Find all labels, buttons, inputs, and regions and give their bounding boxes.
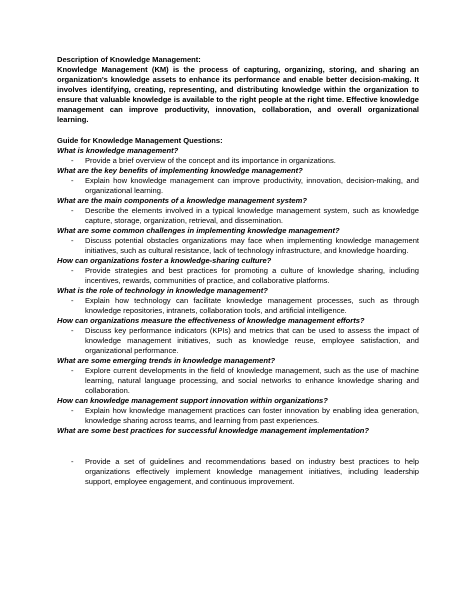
answer-text <box>57 156 419 166</box>
question-text: What are the key benefits of implementing knowledge management? <box>57 166 303 175</box>
answer-text <box>57 366 419 396</box>
answer-text <box>57 236 419 256</box>
question-text: What is knowledge management? <box>57 146 179 155</box>
bullet-dash: - <box>71 296 74 305</box>
answer-text <box>57 326 419 356</box>
qa-item <box>57 356 419 396</box>
qa-item <box>57 286 419 316</box>
answer-body: Explain how knowledge management practices can foster innovation by enabling idea generation, knowledge sharing across teams, and learning from past experiences. <box>85 406 419 425</box>
qa-item <box>57 226 419 256</box>
qa-item <box>57 196 419 226</box>
question-text: What are the main components of a knowledge management system? <box>57 196 307 205</box>
question-text: How can knowledge management support innovation within organizations? <box>57 396 328 405</box>
answer-text <box>57 406 419 426</box>
answer-body: Discuss potential obstacles organizations may face when implementing knowledge management initiatives, such as cultural resistance, lack of technology infrastructure, and knowledge hoarding. <box>85 236 419 255</box>
qa-item <box>57 256 419 286</box>
bullet-dash: - <box>71 236 74 245</box>
answer-body: Provide strategies and best practices for promoting a culture of knowledge sharing, including incentives, rewards, communities of practice, and collaborative platforms. <box>85 266 419 285</box>
answer-body: Explain how knowledge management can improve productivity, innovation, decision-making, and organizational learning. <box>85 176 419 195</box>
qa-item <box>57 166 419 196</box>
bullet-dash: - <box>71 176 74 185</box>
bullet-dash: - <box>71 457 74 466</box>
bullet-dash: - <box>71 156 74 165</box>
bullet-dash: - <box>71 266 74 275</box>
answer-text <box>57 266 419 286</box>
qa-item <box>57 316 419 356</box>
bullet-dash: - <box>71 406 74 415</box>
answer-text <box>57 206 419 226</box>
answer-body: Provide a set of guidelines and recommendations based on industry best practices to help organizations effectively implement knowledge management initiatives, including leadership support, employee engagement, and continuous improvement. <box>85 457 419 486</box>
answer-body: Explore current developments in the field of knowledge management, such as the use of machine learning, natural language processing, and social networks to enhance knowledge sharing and collaboration. <box>85 366 419 395</box>
question-text: What are some emerging trends in knowledge management? <box>57 356 276 365</box>
qa-item <box>57 146 419 166</box>
question-text: What is the role of technology in knowledge management? <box>57 286 268 295</box>
answer-body: Explain how technology can facilitate knowledge management processes, such as through knowledge repositories, intranets, collaboration tools, and artificial intelligence. <box>85 296 419 315</box>
description-body: Knowledge Management (KM) is the process of capturing, organizing, storing, and sharing an organization's knowledge assets to enhance its performance and enable better decision-making. It involves identifying, creating, representing, and distributing knowledge within the organization to ensure that valuable knowledge is available to the right people at the right time. Effective knowledge management can improve productivity, innovation, collaboration, and overall organizational learning. <box>57 65 419 124</box>
answer-body: Describe the elements involved in a typical knowledge management system, such as knowledge capture, storage, organization, retrieval, and dissemination. <box>85 206 419 225</box>
answer-text <box>57 176 419 196</box>
qa-item <box>57 396 419 426</box>
bullet-dash: - <box>71 206 74 215</box>
question-text: How can organizations foster a knowledge-sharing culture? <box>57 256 272 265</box>
question-text: What are some common challenges in implementing knowledge management? <box>57 226 340 235</box>
answer-text <box>57 457 419 487</box>
question-text: What are some best practices for successful knowledge management implementation? <box>57 426 370 435</box>
description-heading: Description of Knowledge Management: <box>57 55 201 64</box>
bullet-dash: - <box>71 326 74 335</box>
bullet-dash: - <box>71 366 74 375</box>
answer-text <box>57 296 419 316</box>
question-text: How can organizations measure the effectiveness of knowledge management efforts? <box>57 316 365 325</box>
guide-heading: Guide for Knowledge Management Questions: <box>57 136 223 145</box>
answer-body: Discuss key performance indicators (KPIs) and metrics that can be used to assess the impact of knowledge management initiatives, such as knowledge reuse, employee satisfaction, and organizational performance. <box>85 326 419 355</box>
answer-body: Provide a brief overview of the concept and its importance in organizations. <box>85 156 336 165</box>
qa-item <box>57 426 419 487</box>
document-page <box>57 55 419 487</box>
